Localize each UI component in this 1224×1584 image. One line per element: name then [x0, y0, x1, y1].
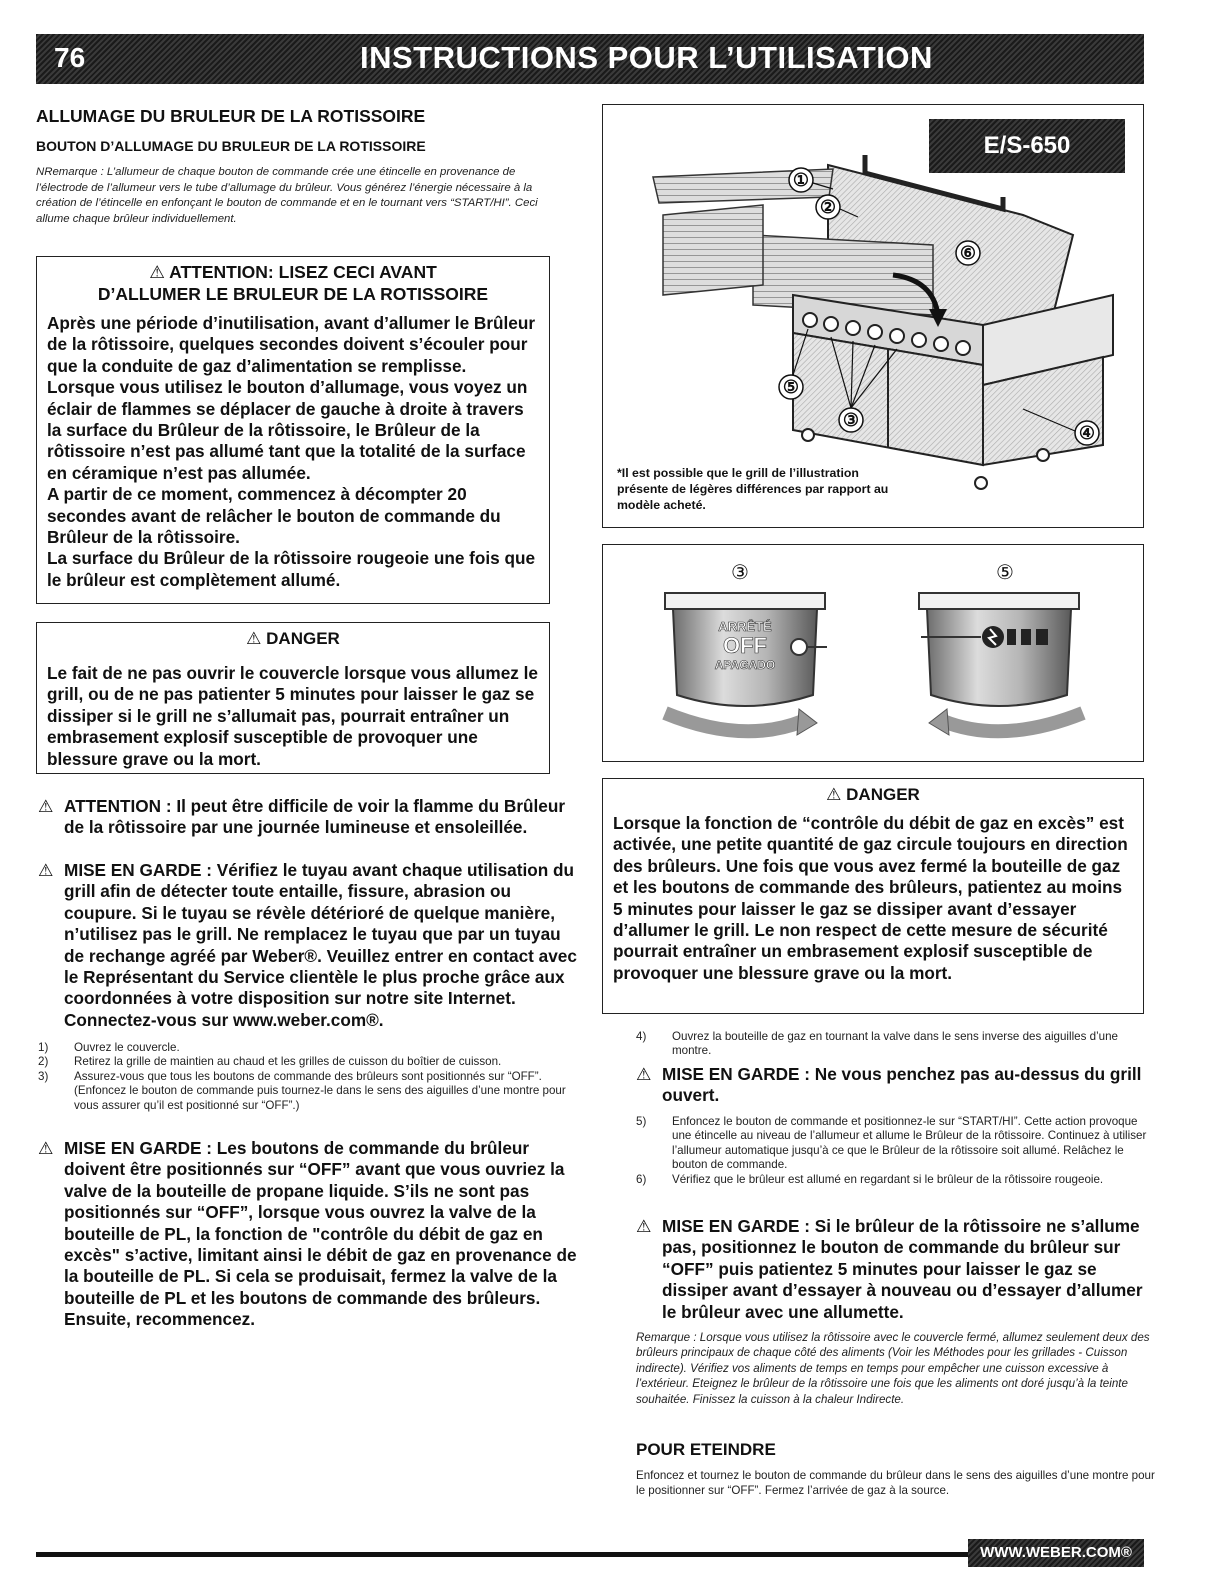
knob-drawing — [603, 545, 1144, 762]
warning-triangle-icon: ⚠ — [38, 860, 54, 880]
danger-box-excess-flow — [602, 778, 1144, 1014]
attention-heading-line1: ⚠ ATTENTION: LISEZ CECI AVANT — [149, 262, 437, 282]
callout-1: ① — [792, 170, 810, 190]
attention-box — [36, 256, 550, 604]
list-item: 6) Vérifiez que le brûleur est allumé en regardant si le brûleur de la rôtissoire rougeoie. — [636, 1172, 1104, 1186]
knob-text-apagado: APAGADO — [714, 658, 776, 672]
warning-triangle-icon: ⚠ — [38, 796, 54, 816]
footer-url[interactable]: WWW.WEBER.COM® — [968, 1539, 1144, 1567]
attention-paragraph: Après une période d’inutilisation, avant d’allumer le Brûleur de la rôtissoire, quelques secondes doivent s’écouler pour que la conduite de gaz d’alimentation se remplisse. — [47, 313, 536, 376]
list-item: 1) Ouvrez le couvercle. — [38, 1041, 180, 1054]
callout-3: ③ — [842, 410, 860, 430]
turn-off-body: Enfoncez et tournez le bouton de commande du brûleur dans le sens des aiguilles d’une montre pour le positionner sur “OFF”. Fermez l’arrivée de gaz à la source. — [636, 1469, 1155, 1498]
danger-body: Lorsque la fonction de “contrôle du débit de gaz en excès” est activée, une petite quantité de gaz circule toujours en direction des brûleurs. Une fois que vous avez fermé la bouteille de gaz et les boutons de commande des brûleurs, patientez au moins 5 minutes pour laisser le gaz se dissiper avant d’essayer d’allumer le grill. Le non respect de cette mesure de sécurité pourrait entraîner un embrasement explosif susceptible de provoquer une blessure grave ou la mort. — [613, 813, 1128, 983]
knob-text-arrete: ARRÊTÉ — [718, 619, 772, 634]
callout-2: ② — [819, 197, 837, 217]
danger-heading: ⚠ DANGER — [246, 629, 340, 648]
knob-text-off: OFF — [723, 633, 767, 658]
figure-caption: *Il est possible que le grill de l’illustration présente de légères différences par rapport au modèle acheté. — [617, 466, 889, 512]
danger-box-lid — [36, 622, 550, 774]
subsection-title: BOUTON D’ALLUMAGE DU BRULEUR DE LA ROTISSOIRE — [36, 138, 426, 154]
knob-label-5: ⑤ — [996, 562, 1014, 584]
page-title: INSTRUCTIONS POUR L’UTILISATION — [360, 40, 933, 75]
list-item: 5) Enfoncez le bouton de commande et positionnez-le sur “START/HI”. Cette action provoque une étincelle au niveau de l’allumeur et allume le Brûleur de la rôtissoire. Continuez à utiliser l’allumeur automatique jusqu’à ce que le Brûleur de la rôtissoire soit allumé. Relâchez le bouton de commande. — [636, 1115, 1147, 1172]
warning-attention-flame: ⚠ ATTENTION : Il peut être difficile de voir la flamme du Brûleur de la rôtissoire par une journée lumineuse et ensoleillée. — [38, 796, 566, 838]
steps-5-6 — [636, 1115, 1156, 1187]
page-number: 76 — [54, 42, 86, 73]
callout-6: ⑥ — [959, 243, 977, 263]
callout-5: ⑤ — [782, 377, 800, 397]
section-title: ALLUMAGE DU BRULEUR DE LA ROTISSOIRE — [36, 106, 426, 126]
danger-body: Le fait de ne pas ouvrir le couvercle lorsque vous allumez le grill, ou de ne pas patienter 5 minutes pour laisser le gaz se dissiper si le grill ne s’allumait pas, pourrait entraîner un embrasement explosif susceptible de provoquer une blessure grave ou la mort. — [47, 663, 538, 769]
ignition-note: NRemarque : L’allumeur de chaque bouton de commande crée une étincelle en provenance de l’électrode de l’allumeur vers le tube d’allumage du brûleur. Vous générez l’énergie nécessaire à la création de l’étincelle en enfonçant le bouton de commande et en le tournant vers “START/HI”. Ceci allume chaque brûleur individuellement. — [36, 166, 538, 225]
attention-paragraph: La surface du Brûleur de la rôtissoire rougeoie une fois que le brûleur est complètement allumé. — [47, 548, 536, 590]
step-4 — [636, 1030, 1156, 1059]
knob-illustration — [602, 544, 1144, 762]
attention-paragraph: A partir de ce moment, commencez à décompter 20 secondes avant de relâcher le bouton de commande du Brûleur de la rôtissoire. — [47, 484, 501, 548]
warning-triangle-icon: ⚠ — [38, 1138, 54, 1158]
warning-triangle-icon: ⚠ — [636, 1216, 652, 1236]
knob-label-3: ③ — [731, 562, 749, 584]
callout-4: ④ — [1078, 423, 1096, 443]
attention-heading-line2: D’ALLUMER LE BRULEUR DE LA ROTISSOIRE — [97, 284, 489, 304]
model-badge: E/S-650 — [929, 119, 1125, 173]
list-item: 2) Retirez la grille de maintien au chaud et les grilles de cuisson du boîtier de cuisson. — [38, 1055, 502, 1069]
list-item: 3) Assurez-vous que tous les boutons de commande des brûleurs sont positionnés sur “OFF”. (Enfoncez le bouton de commande puis tournez-le dans le sens des aiguilles d’une montre pour vous assurer qu’il est positionné sur “OFF”.) — [38, 1069, 566, 1112]
warning-do-not-lean: ⚠ MISE EN GARDE : Ne vous penchez pas au-dessus du grill ouvert. — [636, 1064, 1142, 1106]
list-item: 4) Ouvrez la bouteille de gaz en tournant la valve dans le sens inverse des aiguilles d’une montre. — [636, 1030, 1118, 1058]
warning-no-ignition: ⚠ MISE EN GARDE : Si le brûleur de la rôtissoire ne s’allume pas, positionnez le bouton de commande du brûleur sur “OFF” puis patientez 5 minutes pour laisser le gaz se dissiper avant d’essayer à nouveau ou d’essayer d’allumer le brûleur avec une allumette. — [636, 1216, 1143, 1322]
grill-illustration — [602, 104, 1144, 528]
warning-triangle-icon: ⚠ — [636, 1064, 652, 1084]
warning-knobs-off: ⚠ MISE EN GARDE : Les boutons de commande du brûleur doivent être positionnés sur “OFF” avant que vous ouvriez la valve de la bouteille de propane liquide. S’ils ne sont pas positionnés sur “OFF”, lorsque vous ouvrez la valve de la bouteille de PL, la fonction de "contrôle du débit de gaz en excès" s’active, limitant ainsi le débit de gaz en provenance de la bouteille de PL. Si cela se produisait, fermez la valve de la bouteille de PL et les boutons de commande des brûleurs. Ensuite, recommencez. — [38, 1138, 577, 1330]
rotisserie-remark: Remarque : Lorsque vous utilisez la rôtissoire avec le couvercle fermé, allumez seulement deux des brûleurs principaux de chaque côté des aliments (Voir les Méthodes pour les grillades - Cuisson indirecte). Vérifiez vos aliments de temps en temps pour empêcher une cuisson excessive à l’extérieur. Eteignez le brûleur de la rôtissoire une fois que les aliments ont doré jusqu’à la teinte souhaitée. Finissez la cuisson à la chaleur Indirecte. — [636, 1331, 1150, 1406]
danger-heading: ⚠ DANGER — [826, 785, 920, 804]
turn-off-title: POUR ETEINDRE — [636, 1440, 776, 1459]
steps-list-left — [38, 1041, 578, 1113]
warning-hose-check: ⚠ MISE EN GARDE : Vérifiez le tuyau avant chaque utilisation du grill afin de détecter toute entaille, fissure, abrasion ou coupure. Si le tuyau se révèle détérioré de quelque manière, n’utilisez pas le grill. Ne remplacez le tuyau que par un tuyau de rechange agréé par Weber®. Veuillez entrer en contact avec le Représentant du Service clientèle le plus proche grâce aux coordonnées à votre disposition sur notre site Internet. Connectez-vous sur www.weber.com®. — [38, 860, 577, 1030]
attention-paragraph: Lorsque vous utilisez le bouton d’allumage, vous voyez un éclair de flammes se déplacer de gauche à droite à travers la surface du Brûleur de la rôtissoire, le Brûleur de la rôtissoire n’est pas allumé tant que la totalité de la surface en céramique n’est pas allumée. — [47, 377, 528, 483]
